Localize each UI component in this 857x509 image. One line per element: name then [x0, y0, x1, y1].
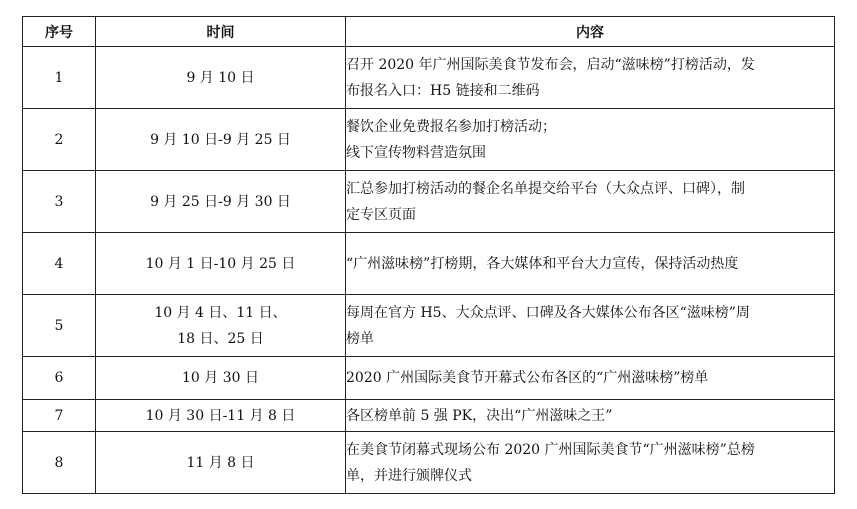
table-row — [23, 47, 835, 109]
row-time-line: 10 月 4 日、11 日、 — [154, 304, 287, 321]
row-content-line: 在美食节闭幕式现场公布 2020 广州国际美食节“广州滋味榜”总榜 — [346, 441, 755, 458]
row-time — [96, 357, 346, 400]
row-seq: 2 — [23, 109, 96, 171]
table-row — [23, 109, 835, 171]
row-time-line: 9 月 10 日 — [186, 69, 255, 86]
row-seq: 8 — [23, 432, 96, 494]
table-row — [23, 400, 835, 432]
row-seq: 6 — [23, 357, 96, 400]
header-row — [23, 17, 835, 47]
row-content-line: 线下宣传物料营造氛围 — [346, 144, 486, 161]
row-time — [96, 47, 346, 109]
row-time — [96, 233, 346, 295]
schedule-table — [22, 16, 835, 494]
table-row — [23, 432, 835, 494]
table-row — [23, 233, 835, 295]
row-time — [96, 295, 346, 357]
row-content-line: 榜单 — [346, 330, 374, 347]
row-time-line: 9 月 25 日-9 月 30 日 — [150, 193, 291, 210]
row-time — [96, 400, 346, 432]
row-time-line: 10 月 30 日-11 月 8 日 — [145, 407, 296, 424]
row-time — [96, 109, 346, 171]
row-content-line: 布报名入口：H5 链接和二维码 — [346, 82, 540, 99]
row-content-line: “广州滋味榜”打榜期，各大媒体和平台大力宣传，保持活动热度 — [346, 255, 739, 272]
row-content-line: 定专区页面 — [346, 206, 416, 223]
row-time-line: 10 月 30 日 — [182, 370, 259, 386]
row-content — [346, 357, 835, 400]
header-seq: 序号 — [23, 17, 96, 47]
row-seq: 1 — [23, 47, 96, 109]
row-seq: 4 — [23, 233, 96, 295]
table-row — [23, 295, 835, 357]
row-time-line: 11 月 8 日 — [186, 454, 255, 471]
row-time-line: 9 月 10 日-9 月 25 日 — [150, 131, 291, 148]
table-row — [23, 171, 835, 233]
row-time — [96, 171, 346, 233]
row-time-line: 10 月 1 日-10 月 25 日 — [145, 255, 296, 272]
row-time-line: 18 日、25 日 — [177, 330, 264, 347]
row-content-line: 2020 广州国际美食节开幕式公布各区的“广州滋味榜”榜单 — [346, 370, 709, 386]
row-content-line: 每周在官方 H5、大众点评、口碑及各大媒体公布各区“滋味榜”周 — [346, 304, 750, 321]
row-content-line: 各区榜单前 5 强 PK，决出“广州滋味之王” — [346, 407, 613, 424]
header-time: 时间 — [96, 17, 346, 47]
table-row — [23, 357, 835, 400]
row-content-line: 餐饮企业免费报名参加打榜活动； — [346, 118, 556, 135]
row-content — [346, 233, 835, 295]
row-time — [96, 432, 346, 494]
row-seq: 3 — [23, 171, 96, 233]
row-content — [346, 171, 835, 233]
row-content — [346, 109, 835, 171]
row-seq: 5 — [23, 295, 96, 357]
row-content-line: 召开 2020 年广州国际美食节发布会，启动“滋味榜”打榜活动，发 — [346, 56, 755, 73]
row-content — [346, 400, 835, 432]
row-content — [346, 47, 835, 109]
row-content — [346, 432, 835, 494]
header-content: 内容 — [346, 17, 835, 47]
row-content-line: 汇总参加打榜活动的餐企名单提交给平台（大众点评、口碑），制 — [346, 180, 745, 197]
row-content-line: 单，并进行颁牌仪式 — [346, 467, 472, 484]
row-seq: 7 — [23, 400, 96, 432]
row-content — [346, 295, 835, 357]
